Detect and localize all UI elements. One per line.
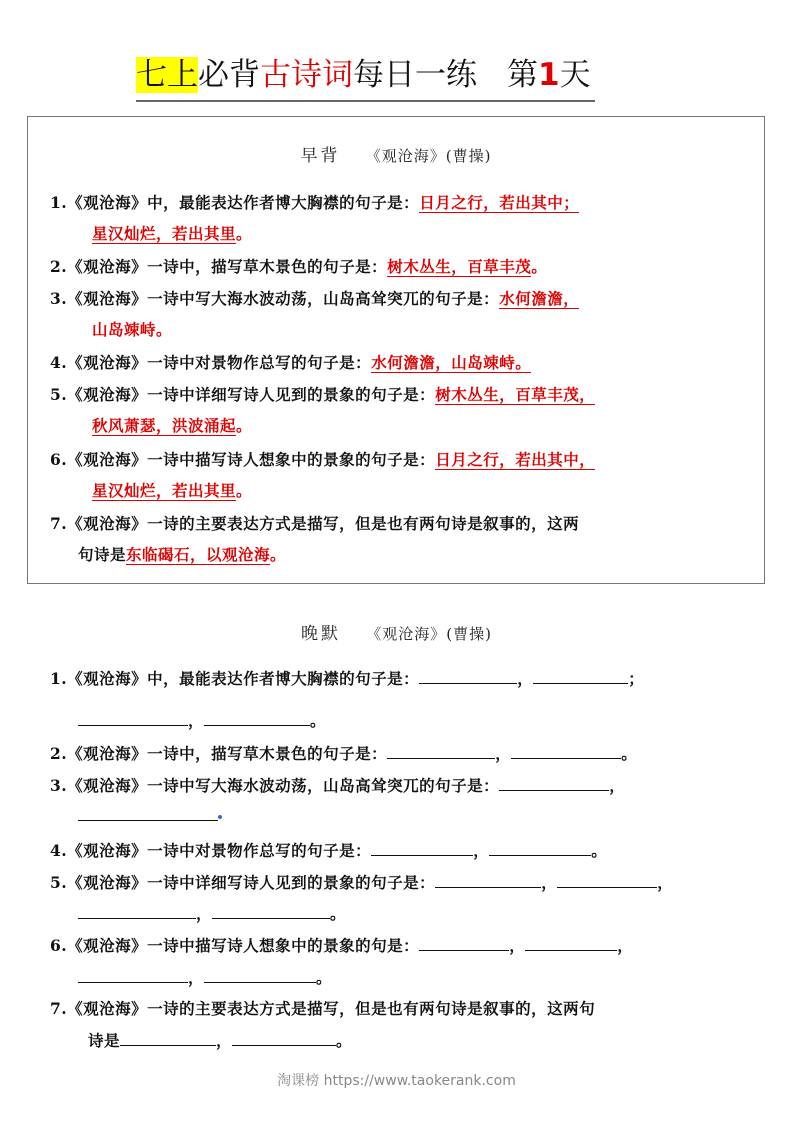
blank[interactable]	[511, 744, 621, 759]
morning-answer-6b: 星汉灿烂，若出其里	[92, 481, 237, 500]
evening-question-1-cont: ， 。	[78, 709, 326, 731]
blank[interactable]	[78, 968, 188, 983]
blank[interactable]	[387, 744, 495, 759]
morning-answer-2: 树木丛生，百草丰茂	[387, 257, 532, 276]
title-part2: 必背	[198, 57, 260, 93]
blank[interactable]	[78, 904, 196, 919]
blank[interactable]	[557, 873, 657, 888]
morning-answer-3b: 山岛竦峙	[92, 320, 157, 339]
blank[interactable]	[78, 711, 188, 726]
evening-question-5-cont: ， 。	[78, 902, 346, 924]
title-part4: 每日一练	[353, 57, 477, 93]
title-part1: 七上	[136, 57, 198, 93]
evening-question-1: 1.《观沧海》中，最能表达作者博大胸襟的句子是： ， ；	[50, 669, 645, 688]
blank[interactable]	[419, 936, 509, 951]
blank[interactable]	[204, 968, 316, 983]
page-title	[136, 50, 595, 102]
blank[interactable]	[435, 873, 541, 888]
blank[interactable]	[232, 1031, 336, 1046]
morning-heading: 早背	[300, 146, 341, 166]
morning-question-1-cont: 星汉灿烂，若出其里。	[92, 224, 253, 243]
title-day-prefix: 第	[507, 57, 538, 93]
title-day-suffix: 天	[559, 57, 591, 93]
blank[interactable]	[419, 669, 517, 684]
evening-heading: 晚默	[301, 624, 342, 644]
blank[interactable]	[120, 1031, 216, 1046]
morning-question-6: 6.《观沧海》一诗中描写诗人想象中的景象的句子是：日月之行，若出其中，	[50, 450, 596, 469]
evening-section-title	[0, 619, 793, 644]
evening-question-6-cont: ， 。	[78, 966, 332, 988]
evening-question-7: 7.《观沧海》一诗的主要表达方式是描写，但是也有两句诗是叙事的，这两句	[50, 999, 596, 1018]
footer-watermark: 淘课榜 https://www.taokerank.com	[277, 1073, 516, 1089]
morning-answer-7: 东临碣石，以观沧海	[126, 545, 271, 564]
evening-subtitle: 《观沧海》(曹操)	[366, 625, 492, 643]
blank[interactable]	[371, 841, 473, 856]
morning-section-title	[28, 141, 764, 166]
morning-answer-5b: 秋风萧瑟，洪波涌起	[92, 416, 237, 435]
morning-question-7: 7.《观沧海》一诗的主要表达方式是描写，但是也有两句诗是叙事的，这两	[50, 514, 580, 533]
morning-answer-3a: 水何澹澹，	[499, 289, 580, 308]
evening-question-3: 3.《观沧海》一诗中写大海水波动荡，山岛高耸突兀的句子是： ，	[50, 776, 626, 795]
evening-question-3-cont	[78, 806, 222, 825]
blank[interactable]	[525, 936, 617, 951]
morning-question-7-cont: 句诗是东临碣石，以观沧海。	[78, 545, 287, 564]
evening-question-2: 2.《观沧海》一诗中，描写草木景色的句子是： ， 。	[50, 744, 638, 763]
morning-answer-5a: 树木丛生，百草丰茂，	[435, 385, 596, 404]
blank[interactable]	[212, 904, 330, 919]
blank[interactable]	[78, 806, 218, 821]
morning-question-2: 2.《观沧海》一诗中，描写草木景色的句子是：树木丛生，百草丰茂。	[50, 257, 548, 276]
title-day-number: 1	[538, 57, 560, 93]
title-part3: 古诗词	[260, 57, 353, 93]
evening-question-4: 4.《观沧海》一诗中对景物作总写的句子是： ， 。	[50, 841, 608, 860]
evening-question-6: 6.《观沧海》一诗中描写诗人想象中的景象的句是： ， ，	[50, 936, 634, 955]
morning-answer-6a: 日月之行，若出其中，	[435, 450, 596, 469]
morning-subtitle: 《观沧海》(曹操)	[365, 147, 492, 165]
blank[interactable]	[204, 711, 310, 726]
period-dot-icon	[218, 815, 222, 819]
morning-question-6-cont: 星汉灿烂，若出其里。	[92, 481, 253, 500]
morning-answer-1b: 星汉灿烂，若出其里	[92, 224, 237, 243]
blank[interactable]	[533, 669, 628, 684]
blank[interactable]	[499, 776, 609, 791]
evening-question-5: 5.《观沧海》一诗中详细写诗人见到的景象的句子是： ， ，	[50, 873, 674, 892]
morning-question-4: 4.《观沧海》一诗中对景物作总写的句子是：水何澹澹，山岛竦峙。	[50, 353, 532, 372]
morning-answer-4: 水何澹澹，山岛竦峙。	[371, 353, 532, 372]
morning-question-5-cont: 秋风萧瑟，洪波涌起。	[92, 416, 253, 435]
morning-recite-box	[27, 116, 765, 584]
morning-answer-1a: 日月之行，若出其中；	[419, 193, 580, 212]
morning-question-3-cont: 山岛竦峙。	[92, 320, 173, 339]
evening-question-7-cont: 诗是 ， 。	[88, 1031, 353, 1050]
morning-question-3: 3.《观沧海》一诗中写大海水波动荡，山岛高耸突兀的句子是：水何澹澹，	[50, 289, 580, 308]
blank[interactable]	[489, 841, 591, 856]
morning-question-1: 1.《观沧海》中，最能表达作者博大胸襟的句子是：日月之行，若出其中；	[50, 193, 580, 212]
morning-question-5: 5.《观沧海》一诗中详细写诗人见到的景象的句子是：树木丛生，百草丰茂，	[50, 385, 596, 404]
